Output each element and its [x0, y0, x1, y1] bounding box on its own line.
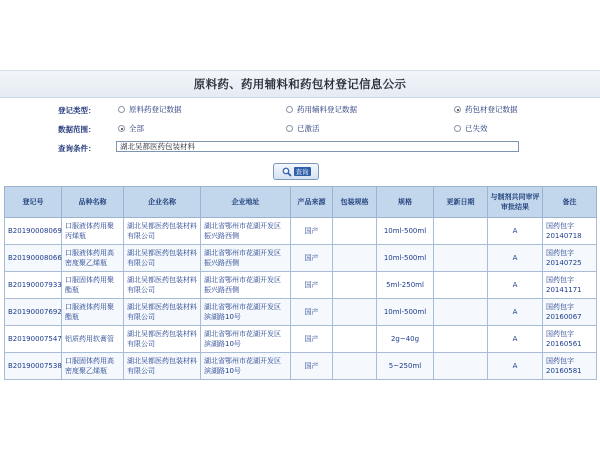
radio-type-excipient[interactable]: 药用辅料登记数据	[286, 104, 357, 115]
update-date	[434, 326, 488, 353]
company-address: 湖北省鄂州市花湖开发区振兴路西侧	[201, 272, 291, 299]
review-result: A	[488, 245, 543, 272]
radio-button[interactable]	[286, 125, 293, 132]
remark: 国药包字20160067	[543, 299, 597, 326]
company-address: 湖北省鄂州市花湖开发区振兴路西侧	[201, 218, 291, 245]
package-spec	[333, 299, 377, 326]
remark: 国药包字20160581	[543, 353, 597, 380]
package-spec	[333, 272, 377, 299]
query-button[interactable]	[273, 163, 319, 180]
remark: 国药包字20160561	[543, 326, 597, 353]
results-table	[4, 186, 597, 380]
magnifier-icon	[282, 167, 292, 177]
specification: 5~250ml	[377, 353, 434, 380]
radio-button[interactable]	[286, 106, 293, 113]
query-button-label: 查询	[295, 168, 309, 176]
review-result: A	[488, 326, 543, 353]
remark: 国药包字20141171	[543, 272, 597, 299]
radio-button[interactable]	[454, 125, 461, 132]
table-row[interactable]	[5, 326, 597, 353]
column-header: 产品来源	[291, 187, 333, 218]
radio-range-all[interactable]: 全部	[118, 123, 144, 134]
filter-panel	[0, 98, 600, 184]
column-header: 品种名称	[62, 187, 124, 218]
column-header: 登记号	[5, 187, 62, 218]
company-name: 湖北吴都医药包装材料有限公司	[124, 326, 201, 353]
column-header: 包装规格	[333, 187, 377, 218]
registration-number: B20190007933	[5, 272, 62, 299]
radio-type-api[interactable]: 原料药登记数据	[118, 104, 182, 115]
review-result: A	[488, 218, 543, 245]
radio-range-expired[interactable]: 已失效	[454, 123, 488, 134]
radio-button-selected[interactable]	[454, 106, 461, 113]
company-address: 湖北省鄂州市花湖开发区滨湖路10号	[201, 326, 291, 353]
query-input[interactable]	[116, 141, 519, 152]
product-source: 国产	[291, 326, 333, 353]
product-source: 国产	[291, 299, 333, 326]
product-name: 口服液体药用聚丙烯瓶	[62, 218, 124, 245]
table-row[interactable]	[5, 299, 597, 326]
update-date	[434, 299, 488, 326]
company-address: 湖北省鄂州市花湖开发区振兴路西侧	[201, 245, 291, 272]
table-row[interactable]	[5, 218, 597, 245]
product-name: 口服液体药用聚酯瓶	[62, 299, 124, 326]
radio-range-active[interactable]: 已激活	[286, 123, 320, 134]
review-result: A	[488, 299, 543, 326]
product-name: 口服固体药用聚酯瓶	[62, 272, 124, 299]
registration-number: B20190007538	[5, 353, 62, 380]
company-address: 湖北省鄂州市花湖开发区滨湖路10号	[201, 353, 291, 380]
company-name: 湖北吴都医药包装材料有限公司	[124, 245, 201, 272]
registration-number: B20190007547	[5, 326, 62, 353]
product-name: 口服固体药用高密度聚乙烯瓶	[62, 353, 124, 380]
review-result: A	[488, 353, 543, 380]
product-source: 国产	[291, 218, 333, 245]
table-row[interactable]	[5, 245, 597, 272]
company-name: 湖北吴都医药包装材料有限公司	[124, 272, 201, 299]
remark: 国药包字20140725	[543, 245, 597, 272]
remark: 国药包字20140718	[543, 218, 597, 245]
package-spec	[333, 353, 377, 380]
registration-number: B20190008066	[5, 245, 62, 272]
data-range-label: 数据范围：	[58, 125, 96, 134]
column-header: 企业地址	[201, 187, 291, 218]
column-header: 备注	[543, 187, 597, 218]
radio-button[interactable]	[118, 106, 125, 113]
update-date	[434, 245, 488, 272]
column-header: 规格	[377, 187, 434, 218]
company-name: 湖北吴都医药包装材料有限公司	[124, 218, 201, 245]
registration-number: B20190007692	[5, 299, 62, 326]
specification: 10ml-500ml	[377, 245, 434, 272]
registration-number: B20190008069	[5, 218, 62, 245]
product-name: 口服液体药用高密度聚乙烯瓶	[62, 245, 124, 272]
update-date	[434, 272, 488, 299]
company-address: 湖北省鄂州市花湖开发区滨湖路10号	[201, 299, 291, 326]
product-name: 铝质药用软膏管	[62, 326, 124, 353]
product-source: 国产	[291, 272, 333, 299]
product-source: 国产	[291, 245, 333, 272]
package-spec	[333, 326, 377, 353]
specification: 5ml-250ml	[377, 272, 434, 299]
page-title: 原料药、药用辅料和药包材登记信息公示	[0, 70, 600, 98]
review-result: A	[488, 272, 543, 299]
radio-button-selected[interactable]	[118, 125, 125, 132]
query-condition-label: 查询条件：	[58, 144, 96, 153]
product-source: 国产	[291, 353, 333, 380]
company-name: 湖北吴都医药包装材料有限公司	[124, 353, 201, 380]
package-spec	[333, 218, 377, 245]
registration-type-label: 登记类型：	[58, 106, 96, 115]
update-date	[434, 353, 488, 380]
package-spec	[333, 245, 377, 272]
column-header: 企业名称	[124, 187, 201, 218]
specification: 10ml-500ml	[377, 218, 434, 245]
table-header-row	[5, 187, 597, 218]
table-row[interactable]	[5, 353, 597, 380]
specification: 2g~40g	[377, 326, 434, 353]
specification: 10ml-500ml	[377, 299, 434, 326]
update-date	[434, 218, 488, 245]
company-name: 湖北吴都医药包装材料有限公司	[124, 299, 201, 326]
column-header: 更新日期	[434, 187, 488, 218]
radio-type-packaging[interactable]: 药包材登记数据	[454, 104, 518, 115]
table-row[interactable]	[5, 272, 597, 299]
column-header: 与制剂共同审评审批结果	[488, 187, 543, 218]
